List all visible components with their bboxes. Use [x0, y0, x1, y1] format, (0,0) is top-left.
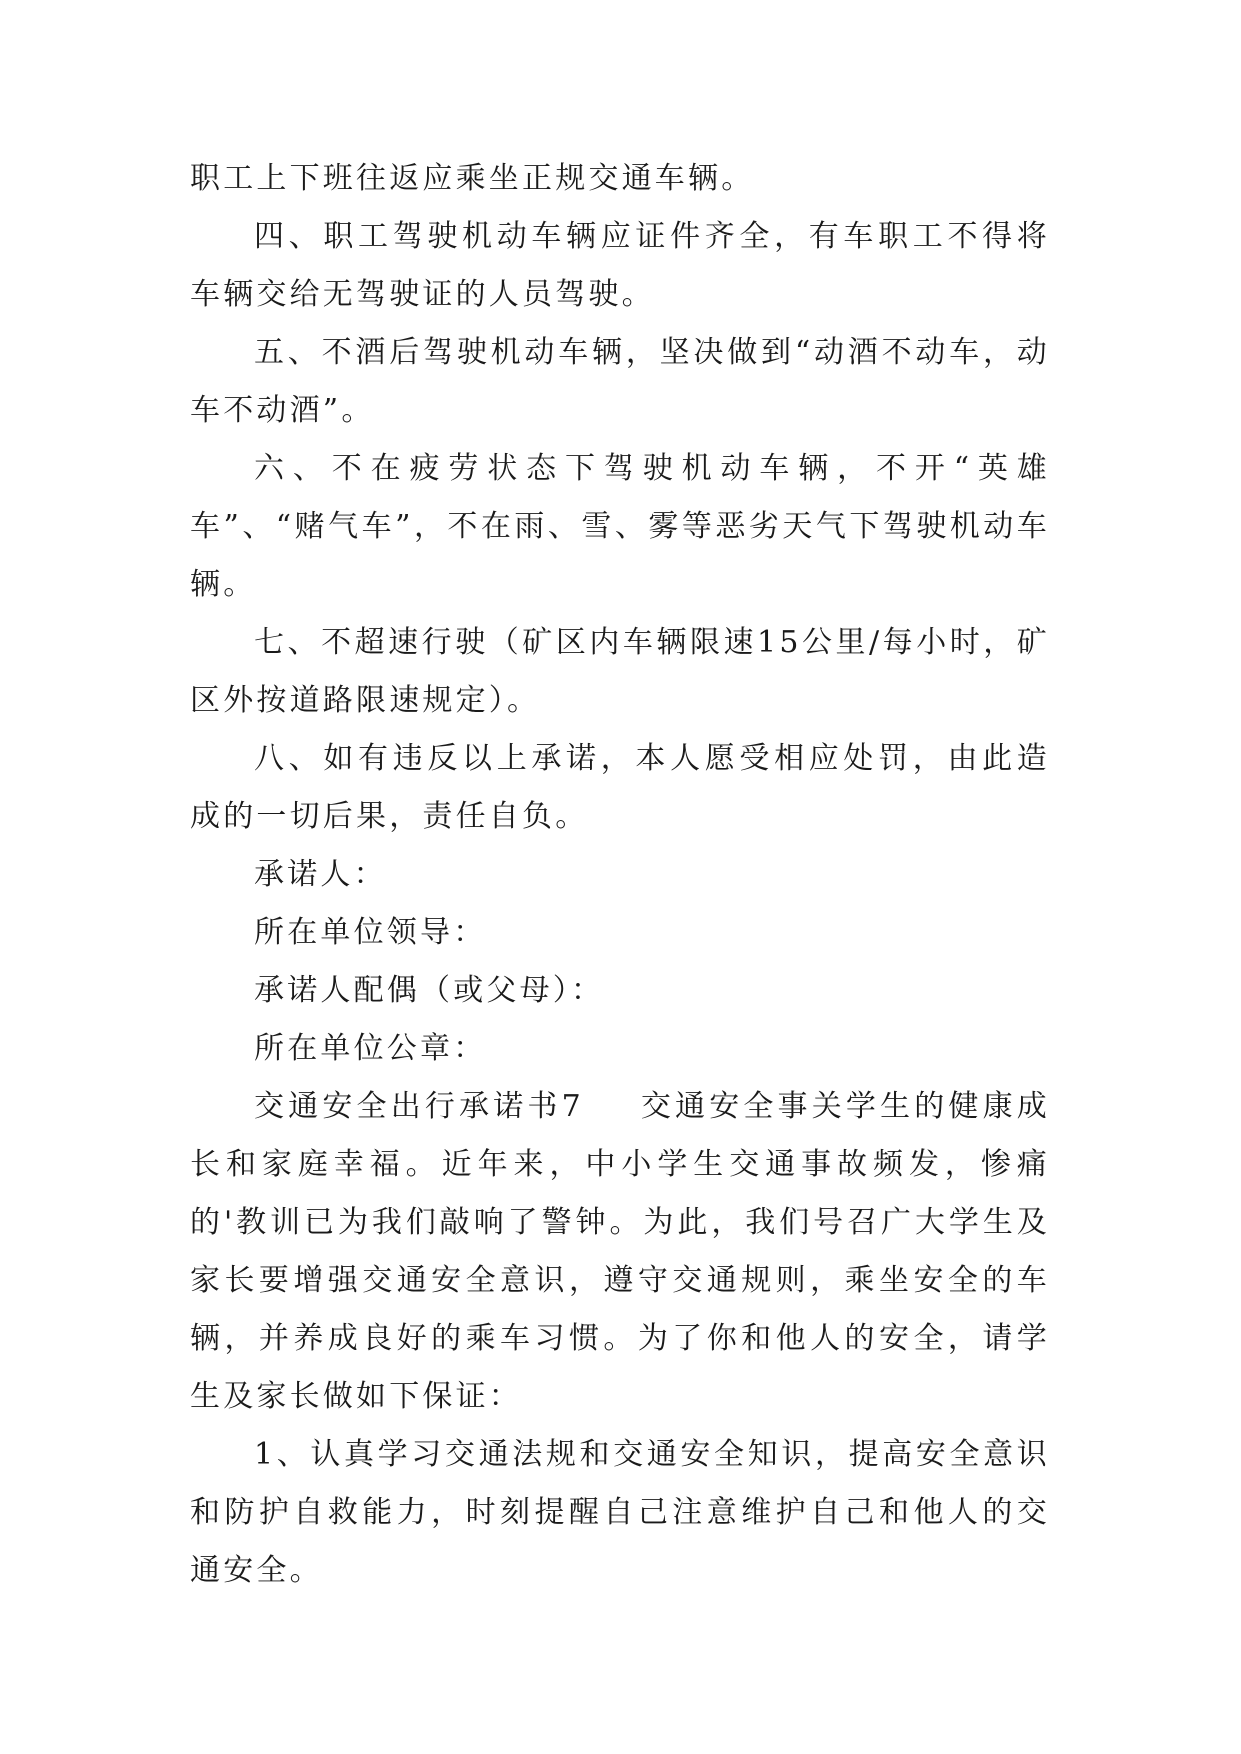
- paragraph-item-4: 四、职工驾驶机动车辆应证件齐全，有车职工不得将车辆交给无驾驶证的人员驾驶。: [190, 219, 1050, 312]
- section-7-body: 交通安全事关学生的健康成长和家庭幸福。近年来，中小学生交通事故频发，惨痛的'教训已为我们敲响了警钟。为此，我们号召广大学生及家长要增强交通安全意识，遵守交通规则，乘坐安全的车辆，并养成良好的乘车习惯。为了你和他人的安全，请学生及家长做如下保证：: [190, 1089, 1050, 1414]
- paragraph-item-7: 七、不超速行驶（矿区内车辆限速15公里/每小时，矿区外按道路限速规定）。: [190, 625, 1050, 718]
- paragraph-item-8: 八、如有违反以上承诺，本人愿受相应处罚，由此造成的一切后果，责任自负。: [190, 741, 1050, 834]
- document-page: [190, 150, 1050, 1600]
- section-7-paragraph: [190, 1078, 1050, 1426]
- paragraph-pledge-1: 1、认真学习交通法规和交通安全知识，提高安全意识和防护自救能力，时刻提醒自己注意维护自己和他人的交通安全。: [190, 1437, 1050, 1588]
- section-7-heading: 交通安全出行承诺书7: [254, 1089, 584, 1124]
- paragraph-item-6: 六、不在疲劳状态下驾驶机动车辆，不开“英雄车”、“赌气车”，不在雨、雪、雾等恶劣天气下驾驶机动车辆。: [190, 451, 1050, 602]
- signature-unit-seal: 所在单位公章：: [254, 1031, 487, 1066]
- signature-unit-leader: 所在单位领导：: [254, 915, 487, 950]
- signature-promisor: 承诺人：: [254, 857, 387, 892]
- paragraph-commute: 职工上下班往返应乘坐正规交通车辆。: [190, 161, 755, 196]
- paragraph-item-5: 五、不酒后驾驶机动车辆，坚决做到“动酒不动车，动车不动酒”。: [190, 335, 1050, 428]
- signature-spouse-parent: 承诺人配偶（或父母）：: [254, 973, 605, 1008]
